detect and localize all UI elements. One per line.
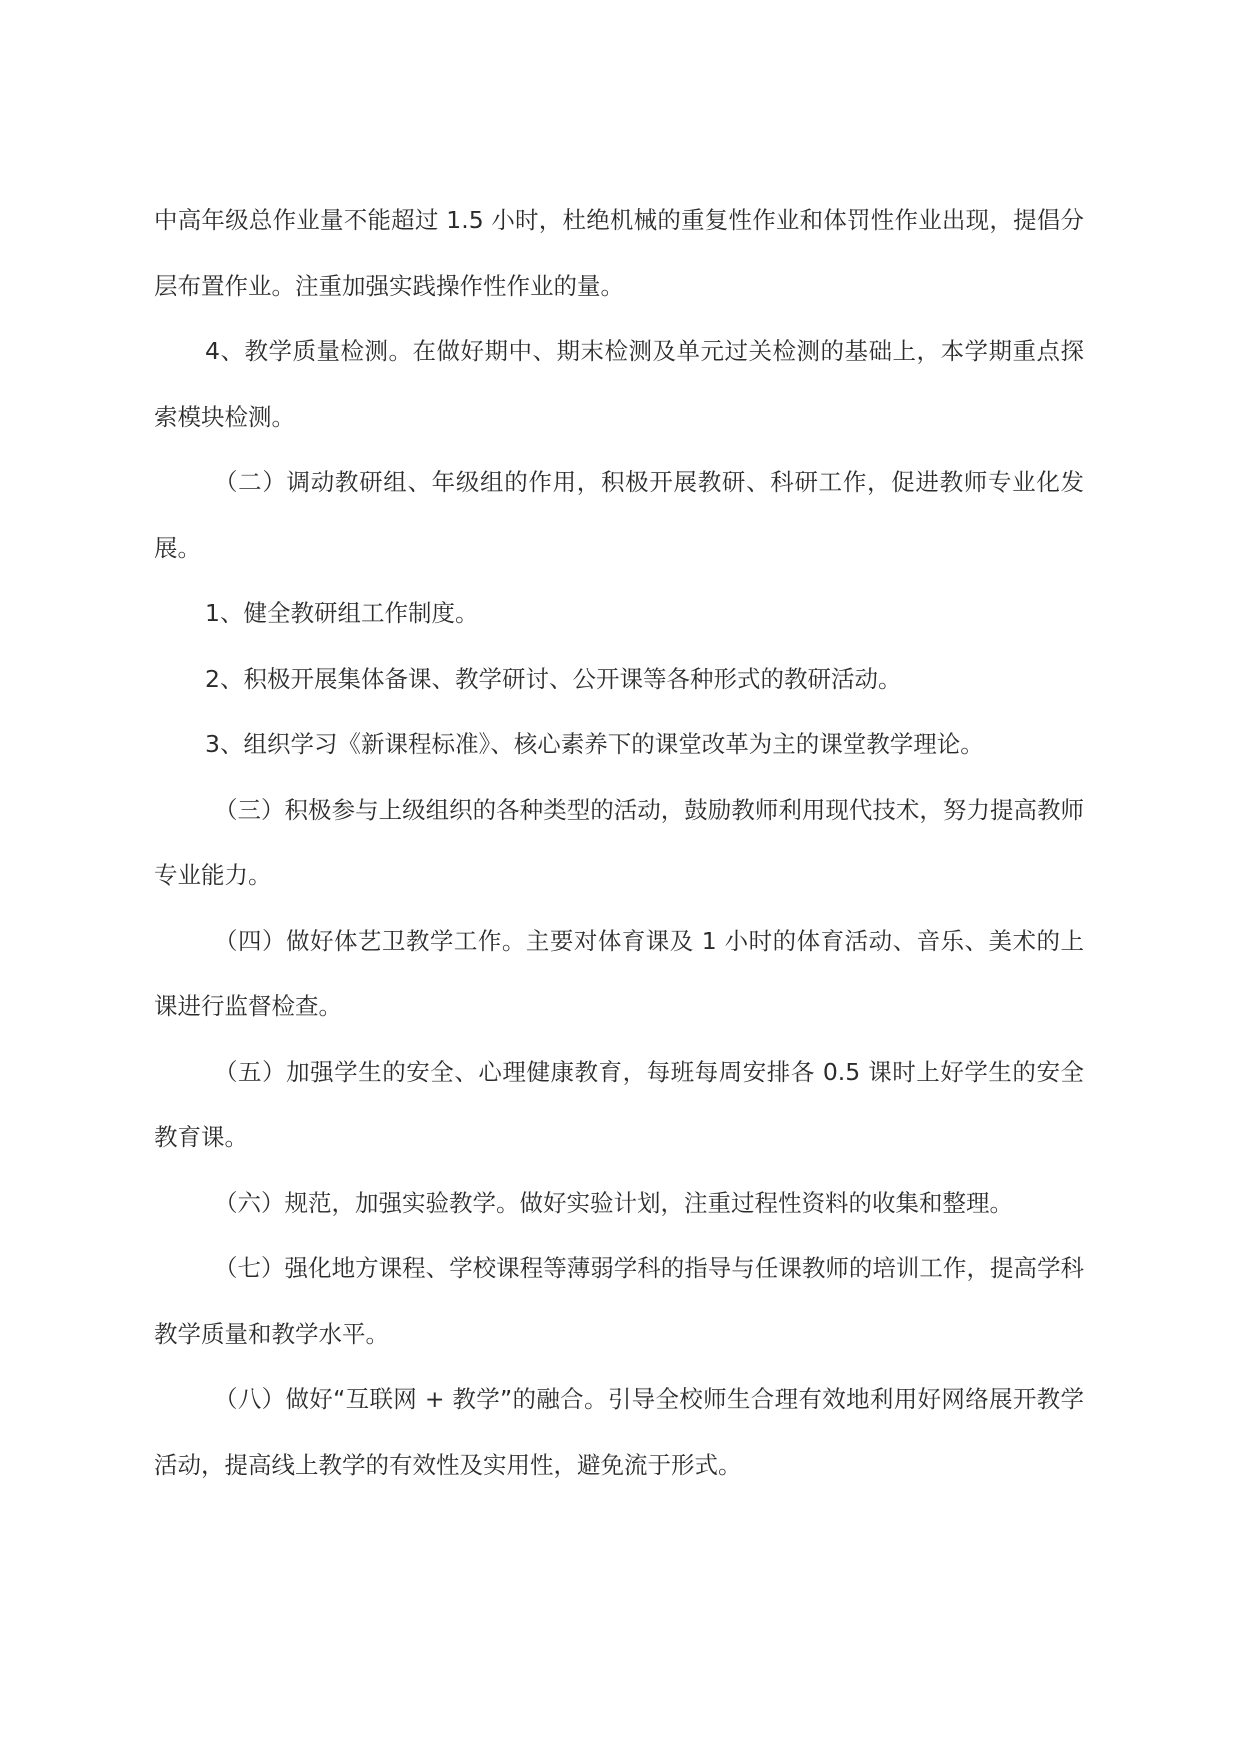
section-heading-4: （四）做好体艺卫教学工作。主要对体育课及 1 小时的体育活动、音乐、美术的上课进行监督检查。	[154, 926, 1084, 1020]
paragraph-item-2: 2、积极开展集体备课、教学研讨、公开课等各种形式的教研活动。	[205, 664, 902, 693]
section-heading-2: （二）调动教研组、年级组的作用，积极开展教研、科研工作，促进教师专业化发展。	[154, 468, 1084, 562]
paragraph-homework-limit: 中高年级总作业量不能超过 1.5 小时，杜绝机械的重复性作业和体罚性作业出现，提倡分层布置作业。注重加强实践操作性作业的量。	[154, 206, 1084, 300]
section-heading-5: （五）加强学生的安全、心理健康教育，每班每周安排各 0.5 课时上好学生的安全教育课。	[154, 1057, 1084, 1151]
section-heading-3: （三）积极参与上级组织的各种类型的活动，鼓励教师利用现代技术，努力提高教师专业能力。	[154, 795, 1084, 889]
section-heading-7: （七）强化地方课程、学校课程等薄弱学科的指导与任课教师的培训工作，提高学科教学质量和教学水平。	[154, 1254, 1084, 1348]
document-body	[154, 188, 1084, 1498]
paragraph-item-3: 3、组织学习《新课程标准》、核心素养下的课堂改革为主的课堂教学理论。	[205, 730, 984, 758]
section-heading-8: （八）做好“互联网 + 教学”的融合。引导全校师生合理有效地利用好网络展开教学活动，提高线上教学的有效性及实用性，避免流于形式。	[154, 1385, 1084, 1479]
paragraph-quality-check: 4、教学质量检测。在做好期中、期末检测及单元过关检测的基础上，本学期重点探索模块检测。	[154, 337, 1084, 431]
paragraph-item-1: 1、健全教研组工作制度。	[205, 599, 479, 627]
section-heading-6: （六）规范，加强实验教学。做好实验计划，注重过程性资料的收集和整理。	[214, 1188, 1013, 1217]
